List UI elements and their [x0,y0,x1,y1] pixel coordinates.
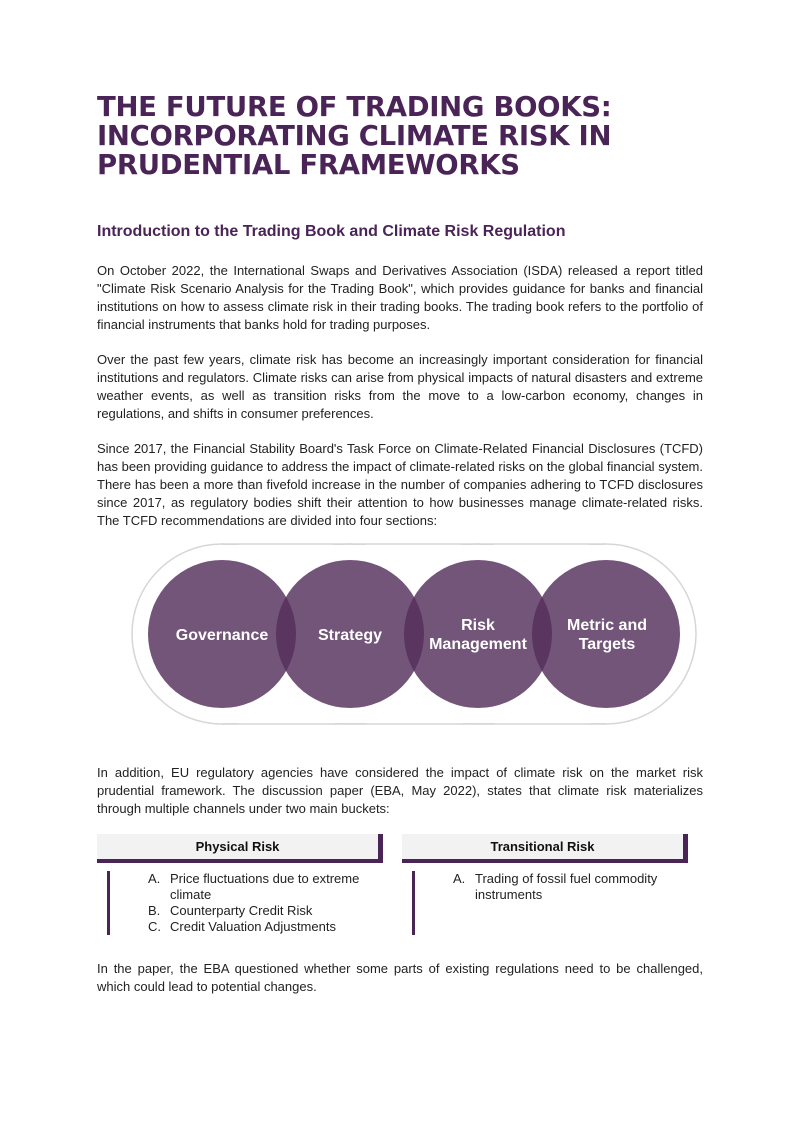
metric-targets-label-line1: Metric and [566,617,648,634]
metric-targets-circle [532,560,680,708]
risk-management-label-line1: Risk [461,617,495,634]
list-item-text: Counterparty Credit Risk [170,903,313,918]
risk-management-label-line2: Management [429,636,527,653]
page-title [97,93,717,180]
paragraph-climate-risk: Over the past few years, climate risk has become an increasingly important consideration for financial institutions and regulators. Climate risks can arise from physical impacts of natural disasters and extreme weather events, as well as transition risks from the move to a low-carbon economy, changes in regulations, and shifts in consumer preferences. [97,352,703,421]
paragraph-tcfd: Since 2017, the Financial Stability Board's Task Force on Climate-Related Financial Disclosures (TCFD) has been providing guidance to address the impact of climate-related risks on the global financial system. There has been a more than fivefold increase in the number of companies adhering to TCFD disclosures since 2017, as regulatory bodies shift their attention to how businesses manage climate-related risks. The TCFD recommendations are divided into four sections: [97,441,703,528]
tcfd-sections-diagram [130,542,700,726]
transitional-risk-column [402,834,688,935]
strategy-label: Strategy [317,627,383,644]
physical-risk-column [97,834,383,935]
list-marker: B. [148,903,161,918]
paragraph-eba-conclusion: In the paper, the EBA questioned whether some parts of existing regulations need to be challenged, which could lead to potential changes. [97,961,703,994]
physical-risk-list [110,871,383,935]
section-heading: Introduction to the Trading Book and Climate Risk Regulation [97,223,566,240]
list-item [110,871,385,903]
list-item-text: Trading of fossil fuel commodity instruments [475,871,658,902]
title-line-3: PRUDENTIAL FRAMEWORKS [97,149,520,181]
paragraph-isda-report: On October 2022, the International Swaps and Derivatives Association (ISDA) released a report titled "Climate Risk Scenario Analysis for the Trading Book", which provides guidance for banks and financial institutions on how to assess climate risk in their trading books. The trading book refers to the portfolio of financial instruments that banks hold for trading purposes. [97,263,703,332]
transitional-risk-list-box [412,871,688,935]
list-item-text: Credit Valuation Adjustments [170,919,336,934]
title-line-2: INCORPORATING CLIMATE RISK IN [97,120,612,152]
title-line-1: THE FUTURE OF TRADING BOOKS: [97,91,612,123]
list-item [110,903,385,919]
metric-targets-label-line2: Targets [578,636,636,653]
list-item [415,871,675,903]
risk-management-circle [404,560,552,708]
list-item-text: Price fluctuations due to extreme climate [170,871,360,902]
transitional-risk-heading: Transitional Risk [402,834,688,863]
transitional-risk-list [415,871,688,903]
list-marker: C. [148,919,161,934]
physical-risk-list-box [107,871,383,935]
list-marker: A. [148,871,161,886]
physical-risk-heading: Physical Risk [97,834,383,863]
governance-label: Governance [175,627,269,644]
list-item [110,919,385,935]
paragraph-eu-regulation: In addition, EU regulatory agencies have considered the impact of climate risk on the market risk prudential framework. The discussion paper (EBA, May 2022), states that climate risk materializes through multiple channels under two main buckets: [97,765,703,816]
list-marker: A. [453,871,466,886]
